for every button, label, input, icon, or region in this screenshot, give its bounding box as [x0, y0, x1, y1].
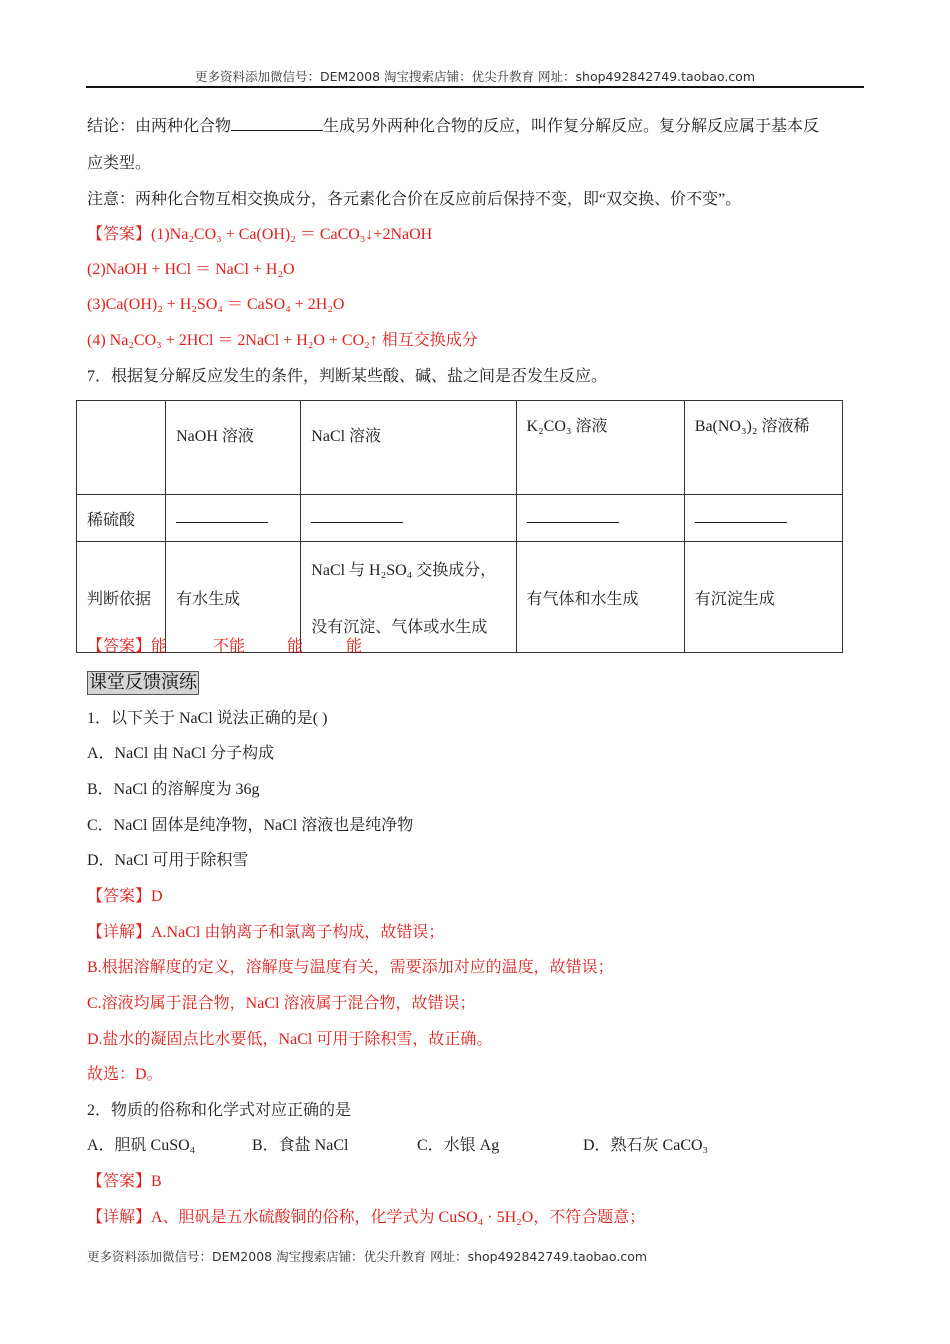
- option: A．胆矾 CuSO₄: [87, 1137, 196, 1154]
- answer-blank: [301, 495, 516, 542]
- conclusion-post: 生成另外两种化合物的反应，叫作复分解反应。复分解反应属于基本反: [323, 118, 820, 135]
- table-cell: [77, 401, 166, 495]
- table-cell: NaOH 溶液: [166, 401, 301, 495]
- table-row: [77, 542, 843, 653]
- option: B．NaCl 的溶解度为 36g: [87, 781, 260, 798]
- table-cell: 有沉淀生成: [684, 542, 842, 653]
- answer-blank: [166, 495, 301, 542]
- section-title: 课堂反馈演练: [89, 672, 197, 693]
- conclusion-pre: 结论：由两种化合物: [87, 118, 232, 135]
- option: D．NaCl 可用于除积雪: [87, 852, 249, 869]
- table-cell: 稀硫酸: [77, 495, 166, 542]
- question-2: 2．物质的俗称和化学式对应正确的是: [87, 1102, 352, 1119]
- explanation: B.根据溶解度的定义，溶解度与温度有关，需要添加对应的温度，故错误；: [87, 959, 614, 976]
- table-cell: Ba(NO₃)₂ 溶液稀: [684, 401, 842, 495]
- note: 注意：两种化合物互相交换成分，各元素化合价在反应前后保持不变，即“双交换、价不变”。: [87, 191, 742, 208]
- option: D．熟石灰 CaCO₃: [583, 1137, 709, 1154]
- answer-prefix: 【答案】: [87, 638, 152, 655]
- section-title-line: [87, 671, 199, 695]
- answer-line: 【答案】(1)Na₂CO₃ + Ca(OH)₂ ＝ CaCO₃↓+2NaOH: [87, 226, 433, 243]
- cell-line: NaCl 与 H₂SO₄ 交换成分，: [311, 562, 497, 579]
- table-cell: 有水生成: [166, 542, 301, 653]
- table-cell: K₂CO₃ 溶液: [516, 401, 684, 495]
- explanation: 故选：D。: [87, 1066, 163, 1083]
- option: C．NaCl 固体是纯净物，NaCl 溶液也是纯净物: [87, 817, 414, 834]
- answer-item: 不能: [213, 638, 246, 655]
- answer-line: (2)NaOH + HCl ＝ NaCl + H₂O: [87, 261, 295, 278]
- answer-item: 能: [151, 638, 168, 655]
- table-row: [77, 495, 843, 542]
- options-row: [87, 1135, 787, 1157]
- explanation: 【详解】A.NaCl 由钠离子和氯离子构成，故错误；: [87, 924, 445, 941]
- answer-item: 能: [287, 638, 304, 655]
- answer-item: 能: [346, 638, 363, 655]
- question-1: 1．以下关于 NaCl 说法正确的是( ): [87, 710, 328, 727]
- answer: 【答案】B: [87, 1173, 162, 1190]
- answer-blank: [684, 495, 842, 542]
- table-header-row: [77, 401, 843, 495]
- cell-line: 没有沉淀、气体或水生成: [311, 619, 488, 636]
- explanation: D.盐水的凝固点比水要低，NaCl 可用于除积雪，故正确。: [87, 1031, 493, 1048]
- answer: 【答案】D: [87, 888, 163, 905]
- table-cell: NaCl 溶液: [301, 401, 516, 495]
- conclusion-cont: 应类型。: [87, 155, 152, 172]
- answer-blank: [516, 495, 684, 542]
- question-7: 7．根据复分解反应发生的条件，判断某些酸、碱、盐之间是否发生反应。: [87, 368, 608, 385]
- reaction-table: [76, 400, 843, 653]
- answer-line: (3)Ca(OH)₂ + H₂SO₄ ＝ CaSO₄ + 2H₂O: [87, 296, 345, 313]
- explanation: C.溶液均属于混合物，NaCl 溶液属于混合物，故错误；: [87, 995, 476, 1012]
- option: A．NaCl 由 NaCl 分子构成: [87, 745, 275, 762]
- option: C．水银 Ag: [417, 1137, 500, 1154]
- conclusion-line: [87, 116, 819, 138]
- header-rule: [86, 86, 864, 88]
- answer-line: (4) Na₂CO₃ + 2HCl ＝ 2NaCl + H₂O + CO₂↑ 相互交换成分: [87, 332, 478, 349]
- table-cell: [301, 542, 516, 653]
- table-cell: 有气体和水生成: [516, 542, 684, 653]
- table-cell: 判断依据: [77, 542, 166, 653]
- answer-7: [87, 636, 363, 658]
- page-footer: 更多资料添加微信号：DEM2008 淘宝搜索店铺：优尖升教育 网址：shop492842749.taobao.com: [87, 1249, 648, 1264]
- explanation: 【详解】A、胆矾是五水硫酸铜的俗称，化学式为 CuSO₄ · 5H₂O，不符合题意；: [87, 1209, 646, 1226]
- fill-blank: [231, 116, 323, 131]
- page-header: 更多资料添加微信号：DEM2008 淘宝搜索店铺：优尖升教育 网址：shop492842749.taobao.com: [194, 69, 756, 84]
- option: B．食盐 NaCl: [252, 1137, 349, 1154]
